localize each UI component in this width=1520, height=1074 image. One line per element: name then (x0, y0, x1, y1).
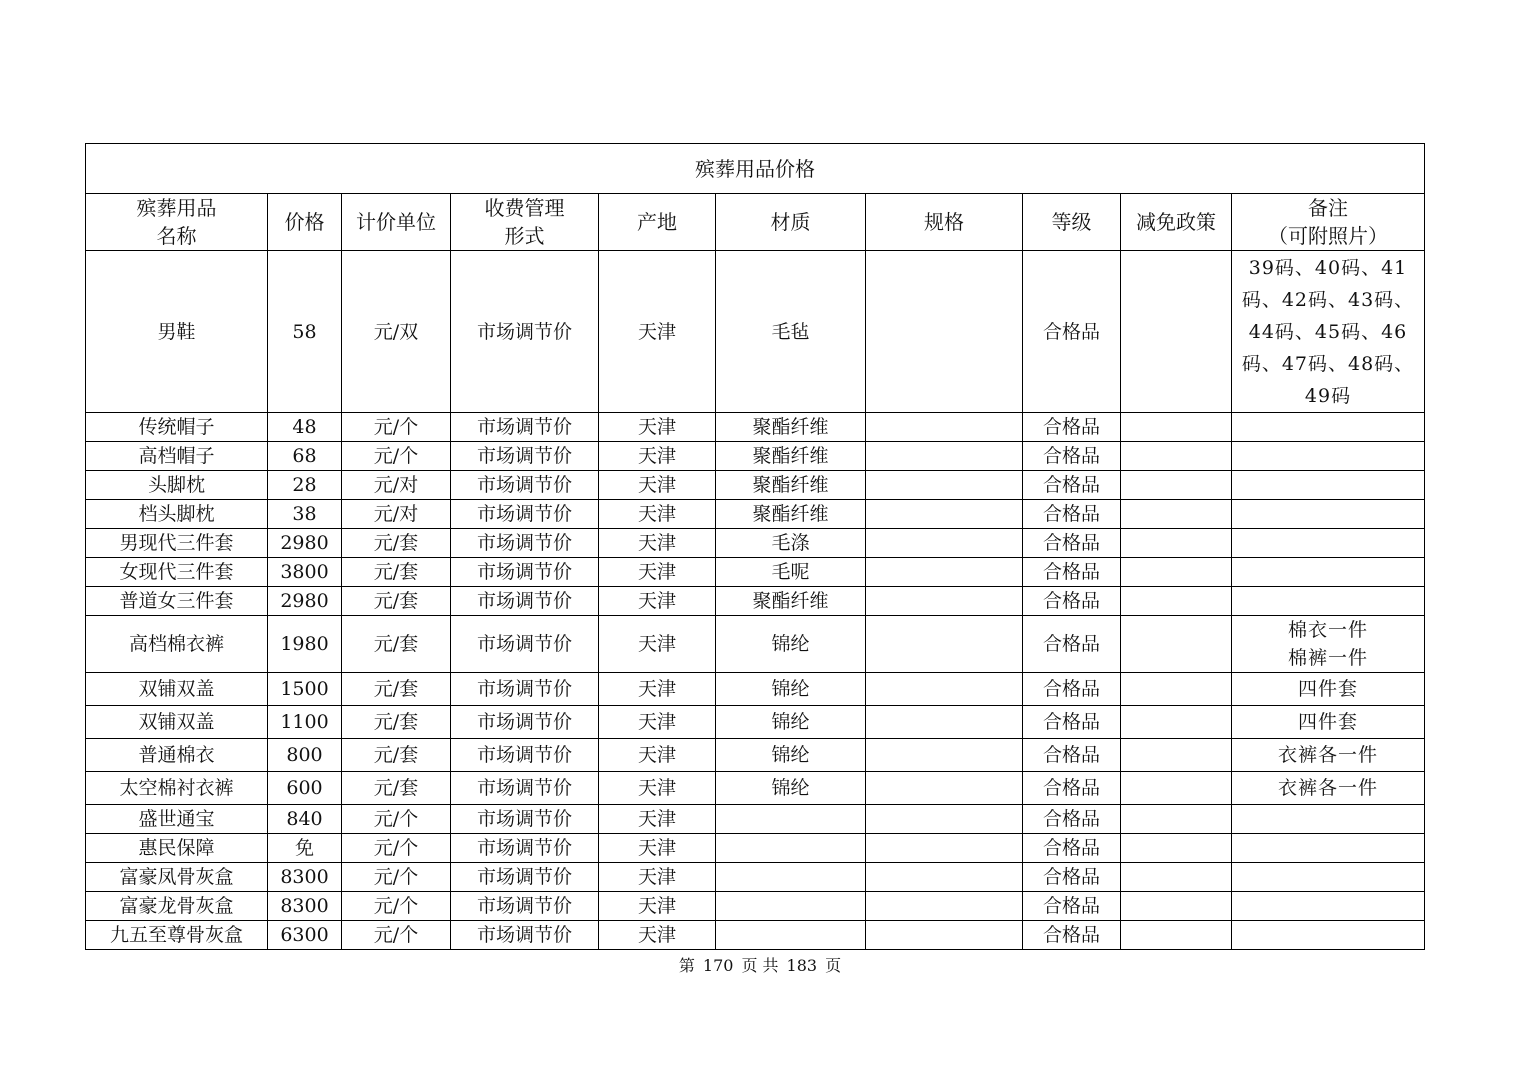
cell-reduction-policy (1121, 805, 1232, 834)
cell-price: 2980 (268, 529, 342, 558)
cell-spec (866, 500, 1023, 529)
cell-price: 68 (268, 442, 342, 471)
table-row (86, 500, 1425, 529)
header-remarks: 备注 （可附照片） (1232, 194, 1425, 251)
cell-remarks: 四件套 (1232, 706, 1425, 739)
footer-total-pages: 183 (786, 956, 818, 975)
cell-price: 2980 (268, 587, 342, 616)
cell-unit: 元/个 (342, 442, 451, 471)
cell-fee-management: 市场调节价 (451, 616, 599, 673)
table-row (86, 558, 1425, 587)
cell-unit: 元/个 (342, 863, 451, 892)
cell-grade: 合格品 (1023, 442, 1121, 471)
cell-grade: 合格品 (1023, 739, 1121, 772)
cell-fee-management: 市场调节价 (451, 673, 599, 706)
cell-origin: 天津 (599, 805, 716, 834)
cell-grade: 合格品 (1023, 587, 1121, 616)
cell-name: 男鞋 (86, 251, 268, 413)
cell-name: 普通棉衣 (86, 739, 268, 772)
cell-fee-management: 市场调节价 (451, 921, 599, 950)
cell-reduction-policy (1121, 892, 1232, 921)
cell-spec (866, 616, 1023, 673)
header-origin: 产地 (599, 194, 716, 251)
table-title-row (86, 144, 1425, 194)
header-fee-management: 收费管理 形式 (451, 194, 599, 251)
cell-origin: 天津 (599, 863, 716, 892)
cell-unit: 元/套 (342, 706, 451, 739)
cell-fee-management: 市场调节价 (451, 739, 599, 772)
cell-origin: 天津 (599, 892, 716, 921)
cell-fee-management: 市场调节价 (451, 706, 599, 739)
header-grade: 等级 (1023, 194, 1121, 251)
cell-origin: 天津 (599, 772, 716, 805)
cell-origin: 天津 (599, 921, 716, 950)
cell-grade: 合格品 (1023, 892, 1121, 921)
cell-spec (866, 673, 1023, 706)
cell-price: 1100 (268, 706, 342, 739)
cell-fee-management: 市场调节价 (451, 587, 599, 616)
cell-reduction-policy (1121, 673, 1232, 706)
cell-fee-management: 市场调节价 (451, 251, 599, 413)
cell-name: 太空棉衬衣裤 (86, 772, 268, 805)
cell-remarks: 四件套 (1232, 673, 1425, 706)
cell-unit: 元/套 (342, 739, 451, 772)
cell-origin: 天津 (599, 616, 716, 673)
cell-fee-management: 市场调节价 (451, 558, 599, 587)
cell-reduction-policy (1121, 739, 1232, 772)
cell-unit: 元/套 (342, 558, 451, 587)
cell-material (716, 863, 866, 892)
cell-fee-management: 市场调节价 (451, 805, 599, 834)
cell-name: 双铺双盖 (86, 673, 268, 706)
cell-name: 富豪龙骨灰盒 (86, 892, 268, 921)
cell-name: 档头脚枕 (86, 500, 268, 529)
cell-spec (866, 892, 1023, 921)
cell-grade: 合格品 (1023, 616, 1121, 673)
cell-name: 女现代三件套 (86, 558, 268, 587)
cell-fee-management: 市场调节价 (451, 863, 599, 892)
cell-remarks (1232, 892, 1425, 921)
cell-spec (866, 863, 1023, 892)
table-row (86, 739, 1425, 772)
cell-reduction-policy (1121, 413, 1232, 442)
cell-origin: 天津 (599, 739, 716, 772)
table-row (86, 471, 1425, 500)
cell-fee-management: 市场调节价 (451, 471, 599, 500)
cell-grade: 合格品 (1023, 805, 1121, 834)
cell-remarks (1232, 500, 1425, 529)
cell-grade: 合格品 (1023, 921, 1121, 950)
cell-origin: 天津 (599, 413, 716, 442)
cell-origin: 天津 (599, 706, 716, 739)
cell-origin: 天津 (599, 442, 716, 471)
cell-reduction-policy (1121, 529, 1232, 558)
cell-material: 锦纶 (716, 616, 866, 673)
cell-reduction-policy (1121, 616, 1232, 673)
footer-prefix: 第 (678, 956, 695, 975)
cell-material: 锦纶 (716, 673, 866, 706)
cell-material: 聚酯纤维 (716, 413, 866, 442)
cell-reduction-policy (1121, 772, 1232, 805)
cell-spec (866, 834, 1023, 863)
cell-spec (866, 739, 1023, 772)
cell-origin: 天津 (599, 558, 716, 587)
cell-spec (866, 251, 1023, 413)
cell-material (716, 921, 866, 950)
table-row (86, 442, 1425, 471)
table-row (86, 863, 1425, 892)
cell-spec (866, 413, 1023, 442)
cell-grade: 合格品 (1023, 706, 1121, 739)
cell-origin: 天津 (599, 673, 716, 706)
cell-remarks: 39码、40码、41码、42码、43码、44码、45码、46码、47码、48码、49码 (1232, 251, 1425, 413)
cell-remarks (1232, 442, 1425, 471)
cell-unit: 元/套 (342, 529, 451, 558)
table-row (86, 706, 1425, 739)
cell-unit: 元/套 (342, 673, 451, 706)
cell-price: 6300 (268, 921, 342, 950)
table-row (86, 587, 1425, 616)
table-row (86, 251, 1425, 413)
table-row (86, 529, 1425, 558)
cell-reduction-policy (1121, 706, 1232, 739)
footer-suffix: 页 (825, 956, 842, 975)
cell-reduction-policy (1121, 442, 1232, 471)
header-material: 材质 (716, 194, 866, 251)
cell-material (716, 892, 866, 921)
cell-price: 38 (268, 500, 342, 529)
cell-remarks (1232, 529, 1425, 558)
cell-material: 聚酯纤维 (716, 471, 866, 500)
footer-middle: 页 共 (741, 956, 779, 975)
cell-fee-management: 市场调节价 (451, 413, 599, 442)
cell-name: 九五至尊骨灰盒 (86, 921, 268, 950)
cell-fee-management: 市场调节价 (451, 834, 599, 863)
cell-price: 8300 (268, 863, 342, 892)
cell-name: 传统帽子 (86, 413, 268, 442)
cell-spec (866, 805, 1023, 834)
cell-grade: 合格品 (1023, 529, 1121, 558)
cell-fee-management: 市场调节价 (451, 442, 599, 471)
cell-reduction-policy (1121, 500, 1232, 529)
cell-price: 28 (268, 471, 342, 500)
cell-name: 惠民保障 (86, 834, 268, 863)
cell-remarks (1232, 863, 1425, 892)
cell-grade: 合格品 (1023, 673, 1121, 706)
cell-unit: 元/套 (342, 772, 451, 805)
cell-spec (866, 772, 1023, 805)
cell-price: 8300 (268, 892, 342, 921)
footer-current-page: 170 (702, 956, 734, 975)
cell-spec (866, 587, 1023, 616)
cell-price: 免 (268, 834, 342, 863)
cell-grade: 合格品 (1023, 251, 1121, 413)
cell-name: 盛世通宝 (86, 805, 268, 834)
cell-remarks (1232, 558, 1425, 587)
cell-material: 聚酯纤维 (716, 500, 866, 529)
cell-origin: 天津 (599, 500, 716, 529)
header-price: 价格 (268, 194, 342, 251)
header-spec: 规格 (866, 194, 1023, 251)
cell-unit: 元/双 (342, 251, 451, 413)
table-row (86, 673, 1425, 706)
cell-material: 聚酯纤维 (716, 442, 866, 471)
cell-material (716, 834, 866, 863)
cell-price: 3800 (268, 558, 342, 587)
cell-grade: 合格品 (1023, 500, 1121, 529)
cell-spec (866, 558, 1023, 587)
cell-spec (866, 471, 1023, 500)
cell-grade: 合格品 (1023, 863, 1121, 892)
cell-unit: 元/个 (342, 805, 451, 834)
cell-name: 高档帽子 (86, 442, 268, 471)
cell-name: 富豪凤骨灰盒 (86, 863, 268, 892)
table-row (86, 921, 1425, 950)
cell-material: 毛毡 (716, 251, 866, 413)
cell-name: 高档棉衣裤 (86, 616, 268, 673)
cell-unit: 元/对 (342, 471, 451, 500)
cell-reduction-policy (1121, 921, 1232, 950)
cell-reduction-policy (1121, 471, 1232, 500)
cell-reduction-policy (1121, 863, 1232, 892)
cell-grade: 合格品 (1023, 471, 1121, 500)
cell-price: 600 (268, 772, 342, 805)
table-row (86, 834, 1425, 863)
table-row (86, 413, 1425, 442)
cell-spec (866, 442, 1023, 471)
cell-fee-management: 市场调节价 (451, 500, 599, 529)
cell-remarks: 衣裤各一件 (1232, 772, 1425, 805)
cell-remarks: 衣裤各一件 (1232, 739, 1425, 772)
cell-grade: 合格品 (1023, 558, 1121, 587)
table-header-row (86, 194, 1425, 251)
cell-name: 普道女三件套 (86, 587, 268, 616)
cell-material: 毛涤 (716, 529, 866, 558)
cell-name: 双铺双盖 (86, 706, 268, 739)
cell-price: 840 (268, 805, 342, 834)
cell-unit: 元/个 (342, 892, 451, 921)
header-unit: 计价单位 (342, 194, 451, 251)
cell-material: 锦纶 (716, 706, 866, 739)
cell-reduction-policy (1121, 558, 1232, 587)
cell-unit: 元/个 (342, 834, 451, 863)
table-title: 殡葬用品价格 (86, 144, 1425, 194)
cell-origin: 天津 (599, 834, 716, 863)
table-row (86, 772, 1425, 805)
cell-grade: 合格品 (1023, 834, 1121, 863)
cell-remarks (1232, 413, 1425, 442)
cell-unit: 元/个 (342, 921, 451, 950)
cell-unit: 元/套 (342, 587, 451, 616)
cell-material: 锦纶 (716, 739, 866, 772)
cell-unit: 元/对 (342, 500, 451, 529)
cell-fee-management: 市场调节价 (451, 772, 599, 805)
cell-origin: 天津 (599, 529, 716, 558)
cell-reduction-policy (1121, 251, 1232, 413)
cell-remarks (1232, 471, 1425, 500)
cell-spec (866, 529, 1023, 558)
cell-price: 58 (268, 251, 342, 413)
cell-origin: 天津 (599, 471, 716, 500)
table-row (86, 616, 1425, 673)
header-name: 殡葬用品 名称 (86, 194, 268, 251)
cell-fee-management: 市场调节价 (451, 529, 599, 558)
cell-spec (866, 706, 1023, 739)
cell-remarks (1232, 587, 1425, 616)
cell-price: 1500 (268, 673, 342, 706)
price-table (85, 143, 1425, 950)
table-row (86, 892, 1425, 921)
cell-material: 锦纶 (716, 772, 866, 805)
cell-material: 毛呢 (716, 558, 866, 587)
cell-fee-management: 市场调节价 (451, 892, 599, 921)
cell-spec (866, 921, 1023, 950)
page-footer (0, 953, 1520, 976)
cell-remarks (1232, 921, 1425, 950)
cell-origin: 天津 (599, 251, 716, 413)
cell-remarks (1232, 805, 1425, 834)
cell-unit: 元/个 (342, 413, 451, 442)
cell-price: 800 (268, 739, 342, 772)
cell-unit: 元/套 (342, 616, 451, 673)
table-row (86, 805, 1425, 834)
header-reduction-policy: 减免政策 (1121, 194, 1232, 251)
cell-price: 1980 (268, 616, 342, 673)
cell-name: 男现代三件套 (86, 529, 268, 558)
cell-origin: 天津 (599, 587, 716, 616)
cell-material (716, 805, 866, 834)
cell-grade: 合格品 (1023, 413, 1121, 442)
cell-remarks (1232, 834, 1425, 863)
cell-reduction-policy (1121, 587, 1232, 616)
cell-material: 聚酯纤维 (716, 587, 866, 616)
cell-grade: 合格品 (1023, 772, 1121, 805)
cell-price: 48 (268, 413, 342, 442)
cell-reduction-policy (1121, 834, 1232, 863)
cell-name: 头脚枕 (86, 471, 268, 500)
cell-remarks: 棉衣一件 棉裤一件 (1232, 616, 1425, 673)
